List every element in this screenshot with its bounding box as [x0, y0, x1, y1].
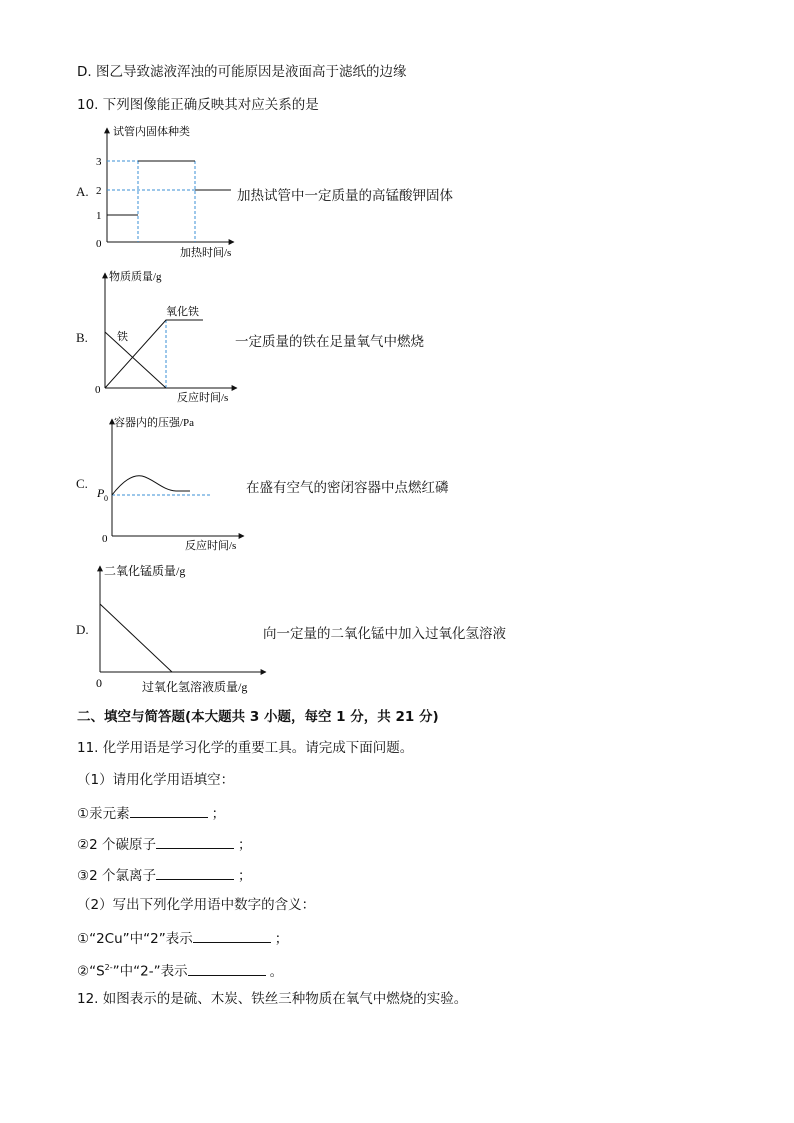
answer-blank-3[interactable] — [156, 865, 234, 880]
q12-stem: 12. 如图表示的是硫、木炭、铁丝三种物质在氧气中燃烧的实验。 — [77, 991, 468, 1007]
chart-a-origin: 0 — [96, 238, 102, 250]
chart-c-ylabel: 容器内的压强/Pa — [114, 417, 195, 429]
chart-c-series-pressure — [112, 476, 190, 495]
option-b-description: 一定质量的铁在足量氧气中燃烧 — [235, 334, 424, 350]
chart-c-origin: 0 — [102, 533, 108, 545]
option-c-letter: C. — [76, 476, 88, 491]
answer-blank-1[interactable] — [130, 803, 208, 818]
q11-stem: 11. 化学用语是学习化学的重要工具。请完成下面问题。 — [77, 740, 414, 756]
option-d-letter: D. — [76, 622, 89, 637]
answer-blank-4[interactable] — [193, 928, 271, 943]
q11-item-2: ②2 个碳原子 ； — [77, 834, 251, 854]
chart-b-ylabel: 物质质量/g — [109, 271, 162, 283]
q11-part2: （2）写出下列化学用语中数字的含义： — [77, 897, 316, 913]
chart-a-tick-2: 2 — [96, 185, 102, 197]
chart-a-ylabel: 试管内固体种类 — [113, 126, 190, 138]
chart-c — [88, 412, 258, 554]
q11-item-1: ①汞元素 ； — [77, 803, 225, 823]
chart-d-xlabel: 过氧化氢溶液质量/g — [142, 680, 248, 694]
answer-blank-5[interactable] — [188, 961, 266, 976]
option-d-description: 向一定量的二氧化锰中加入过氧化氢溶液 — [263, 626, 506, 642]
chart-a-tick-1: 1 — [96, 210, 102, 222]
q10-stem: 10. 下列图像能正确反映其对应关系的是 — [77, 97, 319, 113]
chart-a-tick-3: 3 — [96, 156, 102, 168]
chart-d — [88, 560, 278, 700]
answer-blank-2[interactable] — [156, 834, 234, 849]
chart-d-origin: 0 — [96, 676, 102, 690]
section-2-title: 二、填空与简答题(本大题共 3 小题，每空 1 分，共 21 分) — [77, 709, 439, 725]
option-c-description: 在盛有空气的密闭容器中点燃红磷 — [246, 480, 449, 496]
chart-b-label-iron-oxide: 氧化铁 — [166, 306, 199, 318]
option-a-letter: A. — [76, 184, 89, 199]
q11-item-3: ③2 个氯离子 ； — [77, 865, 251, 885]
chart-b — [88, 266, 248, 408]
chart-c-p0-subscript: 0 — [104, 494, 108, 503]
q11-item2-1: ①“2Cu”中“2”表示 ； — [77, 928, 288, 948]
q11-item2-2: $②“S^{2-}$”中“2-”表示 。 — [77, 959, 283, 981]
chart-c-p0-label: P — [97, 486, 105, 500]
chart-b-xlabel: 反应时间/s — [177, 392, 229, 404]
option-b-letter: B. — [76, 330, 88, 345]
chart-d-series — [100, 604, 172, 672]
chart-b-series-iron — [105, 332, 166, 388]
chart-b-label-iron: 铁 — [117, 331, 128, 343]
chart-a-xlabel: 加热时间/s — [180, 247, 232, 259]
q9-option-d: D. 图乙导致滤液浑浊的可能原因是液面高于滤纸的边缘 — [77, 64, 407, 80]
chart-a — [88, 122, 248, 262]
q11-part1: （1）请用化学用语填空： — [77, 772, 235, 788]
option-a-description: 加热试管中一定质量的高锰酸钾固体 — [237, 188, 453, 204]
chart-b-origin: 0 — [95, 384, 101, 396]
chart-d-ylabel: 二氧化锰质量/g — [104, 564, 186, 578]
chart-c-xlabel: 反应时间/s — [185, 540, 237, 552]
